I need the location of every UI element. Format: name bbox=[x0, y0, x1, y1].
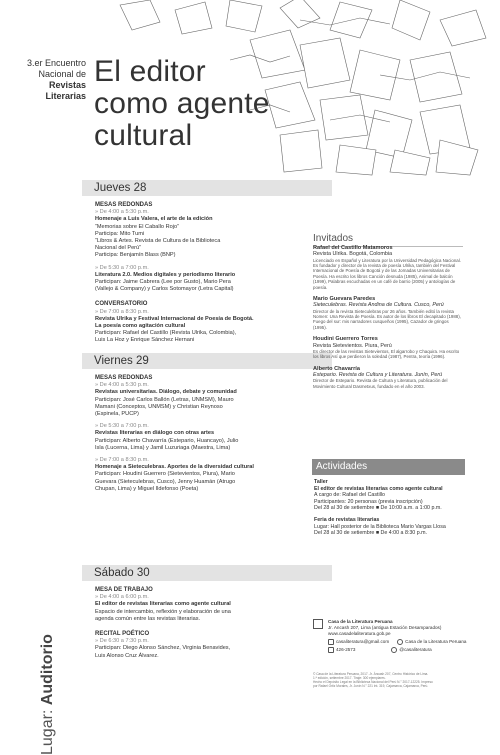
saturday-schedule bbox=[95, 584, 295, 660]
title-line: El editor bbox=[94, 55, 206, 88]
email-text: casaliteratura@gmail.com bbox=[336, 639, 390, 645]
activity-line: Lugar: Hall posterior de la Biblioteca Mario Vargas Llosa bbox=[314, 523, 446, 530]
time-slot: » De 4:00 a 6:00 p.m. bbox=[95, 594, 149, 601]
legal-fine-print bbox=[313, 672, 468, 688]
session-line: Luis La Hoz y Enrique Sánchez Hernani bbox=[95, 337, 195, 344]
time-slot: » De 4:00 a 5:30 p.m. bbox=[95, 382, 149, 389]
guest-affiliation: Revista Ulrika. Bogotá, Colombia bbox=[313, 251, 393, 258]
event-line: Revistas bbox=[48, 80, 86, 90]
contact-row bbox=[328, 647, 468, 653]
guest-bio: Licenciado en Español y Literatura por la Universidad Pedagógica Nacional. Es fundador y director de la revista de poesía Ulrika, también del Festival Internacional de Poesía de Bogotá y de las Jornadas Universitarias de Poesía. Ha escrito los libros Canción desnuda (1985), Animal de balcón (1999), Palabras escuchadas en un café de barrio (2005) y antologías de poesía. bbox=[313, 257, 461, 290]
venue-name: Auditorio bbox=[39, 634, 56, 706]
section-title: MESAS REDONDAS bbox=[95, 202, 153, 208]
event-line: 3.er Encuentro bbox=[26, 58, 86, 68]
section-title: MESAS REDONDAS bbox=[95, 375, 153, 381]
session-line: “Memorias sobre El Caballo Rojo” bbox=[95, 223, 179, 230]
org-name: Casa de la Literatura Peruana bbox=[328, 619, 393, 624]
session-title: Homenaje a Luis Valera, el arte de la edición bbox=[95, 216, 213, 223]
website-link[interactable]: www.casadelaliteratura.gob.pe bbox=[328, 631, 391, 636]
session-line: Participa: Mito Tumi bbox=[95, 230, 145, 237]
guest-affiliation: Revista Sietevientos. Piura, Perú bbox=[313, 342, 392, 349]
email-contact[interactable] bbox=[328, 639, 389, 645]
day-header-friday: Viernes 29 bbox=[82, 353, 332, 369]
session-line: Participan: Diego Alonso Sánchez, Virginia Benavides, bbox=[95, 645, 231, 652]
event-name bbox=[10, 58, 86, 102]
phone-text: 426-2573 bbox=[336, 647, 356, 653]
fine-line: © Casa de la Literatura Peruana, 2017. Jr. Áncash 207, Centro Histórico de Lima. bbox=[313, 672, 429, 676]
session-title: Literatura 2.0. Medios digitales y periodismo literario bbox=[95, 271, 236, 278]
invitados-heading: Invitados bbox=[313, 233, 463, 247]
invitados-list bbox=[313, 243, 463, 389]
fine-line: 1.ª edición, setiembre 2017. Tiraje: 300 ejemplares. bbox=[313, 676, 386, 680]
activities-list bbox=[314, 479, 466, 537]
twitter-icon bbox=[391, 647, 397, 653]
event-line: Nacional de bbox=[38, 69, 86, 79]
activity-line: Participantes: 20 personas (previa inscripción) bbox=[314, 498, 423, 505]
guest-name: Rafael del Castillo Matamoros bbox=[313, 245, 393, 251]
thursday-schedule bbox=[95, 199, 295, 345]
event-line: Literarias bbox=[45, 91, 86, 101]
session-line: Participan: Rafael del Castillo (Revista Ulrika, Colombia), bbox=[95, 330, 237, 337]
session-title: El editor de revistas literarias como agente cultural bbox=[95, 601, 231, 608]
org-address: Jr. Ancash 207, Lima (antigua Estación Desamparados) bbox=[328, 625, 442, 630]
fine-line: por Rafael Ortiz Morales, Jr. Junín N.° 221 Int. 319, Cajamarca, Cajamarca, Perú. bbox=[313, 684, 429, 688]
actividades-heading: Actividades bbox=[312, 459, 465, 475]
session-line: Espacio de intercambio, reflexión y elaboración de una bbox=[95, 608, 231, 615]
venue-label bbox=[39, 595, 63, 755]
session-line: Chupan, Lima) y Miguel Ildefonso (Poeta) bbox=[95, 485, 199, 492]
email-icon bbox=[328, 639, 334, 645]
activity-title: El editor de revistas literarias como agente cultural bbox=[314, 485, 443, 492]
casa-literatura-logo bbox=[313, 619, 323, 629]
time-slot: » De 4:00 a 5:30 p.m. bbox=[95, 209, 149, 216]
session-line: Participan: Houdini Guerrero (Sietevientos, Piura), Mario bbox=[95, 471, 235, 478]
guest-bio: Director de Estepario. Revista de Cultura y Literatura, publicación del Movimiento Cultural Dasmetxus, fundado en el año 2003. bbox=[313, 378, 448, 389]
footer-contact bbox=[328, 619, 468, 653]
twitter-contact[interactable] bbox=[391, 647, 431, 653]
session-line: (Espinela, PUCP) bbox=[95, 411, 139, 418]
guest-affiliation: Sieteculebras. Revista Andina de Cultura. Cusco, Perú bbox=[313, 302, 444, 309]
session-line: Participan: Jaime Cabrera (Lee por Gusto), Mario Pera bbox=[95, 279, 231, 286]
time-slot: » De 5:30 a 7:00 p.m. bbox=[95, 264, 149, 271]
activity-line: A cargo de: Rafael del Castillo bbox=[314, 492, 385, 499]
time-slot: » De 7:00 a 8:30 p.m. bbox=[95, 457, 149, 464]
session-title: Revistas universitarias. Diálogo, debate y comunidad bbox=[95, 389, 237, 396]
session-title: Revista Ulrika y Festival Internacional de Poesía de Bogotá. bbox=[95, 315, 254, 322]
session-title: Revistas literarias en diálogo con otras artes bbox=[95, 430, 215, 437]
session-line: agenda común entre las revistas literarias. bbox=[95, 615, 201, 622]
day-header-thursday: Jueves 28 bbox=[82, 180, 332, 196]
guest-name: Mario Guevara Paredes bbox=[313, 296, 376, 303]
section-title: CONVERSATORIO bbox=[95, 301, 148, 308]
activity-type: Taller bbox=[314, 479, 328, 485]
section-title: MESA DE TRABAJO bbox=[95, 587, 153, 593]
activity-line: Del 28 al 30 de setiembre ■ De 4:00 a 8:30 p.m. bbox=[314, 530, 428, 537]
session-title: Homenaje a Sieteculebras. Aportes de la diversidad cultural bbox=[95, 464, 254, 471]
day-header-saturday: Sábado 30 bbox=[82, 565, 332, 581]
session-title: La poesía como agitación cultural bbox=[95, 323, 186, 330]
time-slot: » De 6:30 a 7:30 p.m. bbox=[95, 638, 149, 645]
time-slot: » De 7:00 a 8:30 p.m. bbox=[95, 308, 149, 315]
session-line: Mamani (Conceptos, UNMSM) y Christian Reynoso bbox=[95, 403, 223, 410]
phone-icon bbox=[328, 647, 334, 653]
section-title: RECITAL POÉTICO bbox=[95, 631, 150, 638]
session-line: Participa: Benjamín Blass (BNP) bbox=[95, 252, 176, 259]
title-line: como agente bbox=[94, 87, 270, 120]
time-slot: » De 5:30 a 7:00 p.m. bbox=[95, 423, 149, 430]
contact-row bbox=[328, 639, 468, 645]
title-line: cultural bbox=[94, 119, 193, 152]
guest-affiliation: Estepario. Revista de Cultura y Literatura. Junín, Perú bbox=[313, 371, 443, 378]
page-title bbox=[94, 56, 270, 152]
session-line: Participan: José Carlos Ballón (Letras, UNMSM), Mauro bbox=[95, 396, 234, 403]
session-line: Participan: Alberto Chavarría (Estepario, Huancayo), Julio bbox=[95, 437, 239, 444]
friday-schedule bbox=[95, 372, 295, 493]
guest-bio: Director de la revista Sieteculebras por 26 años. También editó la revista Nomen: Una Revista de Poesía. Es autor de los libros El decapitado (1988), Fuego del sur: mis narradores cusqueños (1995), Cazador de gringos (1995). bbox=[313, 308, 461, 330]
guest-name: Alberto Chavarría bbox=[313, 365, 360, 372]
guest-bio: Es director de las revistas Sietevientos, El algarrobo y Chaquira. Ha escrito los libros Así que perdieron la soledad (1987), Pentra, teoría (1996). bbox=[313, 348, 460, 360]
venue-prefix: Lugar: bbox=[39, 709, 56, 755]
session-line: Luis Alonso Cruz Álvarez. bbox=[95, 652, 159, 659]
session-line: Isla (Lucerna, Lima) y Jamil Luzuriaga (Maestra, Lima) bbox=[95, 444, 231, 451]
session-line: Nacional del Perú” bbox=[95, 245, 142, 252]
guest-name: Houdini Guerrero Torres bbox=[313, 336, 378, 343]
session-line: “Libros & Artes. Revista de Cultura de la Biblioteca bbox=[95, 238, 221, 245]
facebook-text: Casa de la Literatura Peruana bbox=[405, 639, 467, 645]
activity-title: Feria de revistas literarias bbox=[314, 516, 380, 523]
twitter-text: @casaliteratura bbox=[399, 647, 432, 653]
fine-line: Hecho el Depósito Legal en la Biblioteca Nacional del Perú N.° 2017-12225. Impreso bbox=[313, 680, 433, 684]
phone-contact bbox=[328, 647, 355, 653]
session-line: (Vallejo & Company) y Carlos Sotomayor (Letra Capital) bbox=[95, 286, 234, 293]
activity-line: Del 28 al 30 de setiembre ■ De 10:00 a.m. a 1:00 p.m. bbox=[314, 505, 442, 512]
facebook-contact[interactable] bbox=[397, 639, 466, 645]
session-line: Guevara (Sieteculebras, Cusco), Jenny Huamán (Atrugo bbox=[95, 478, 236, 485]
facebook-icon bbox=[397, 639, 403, 645]
